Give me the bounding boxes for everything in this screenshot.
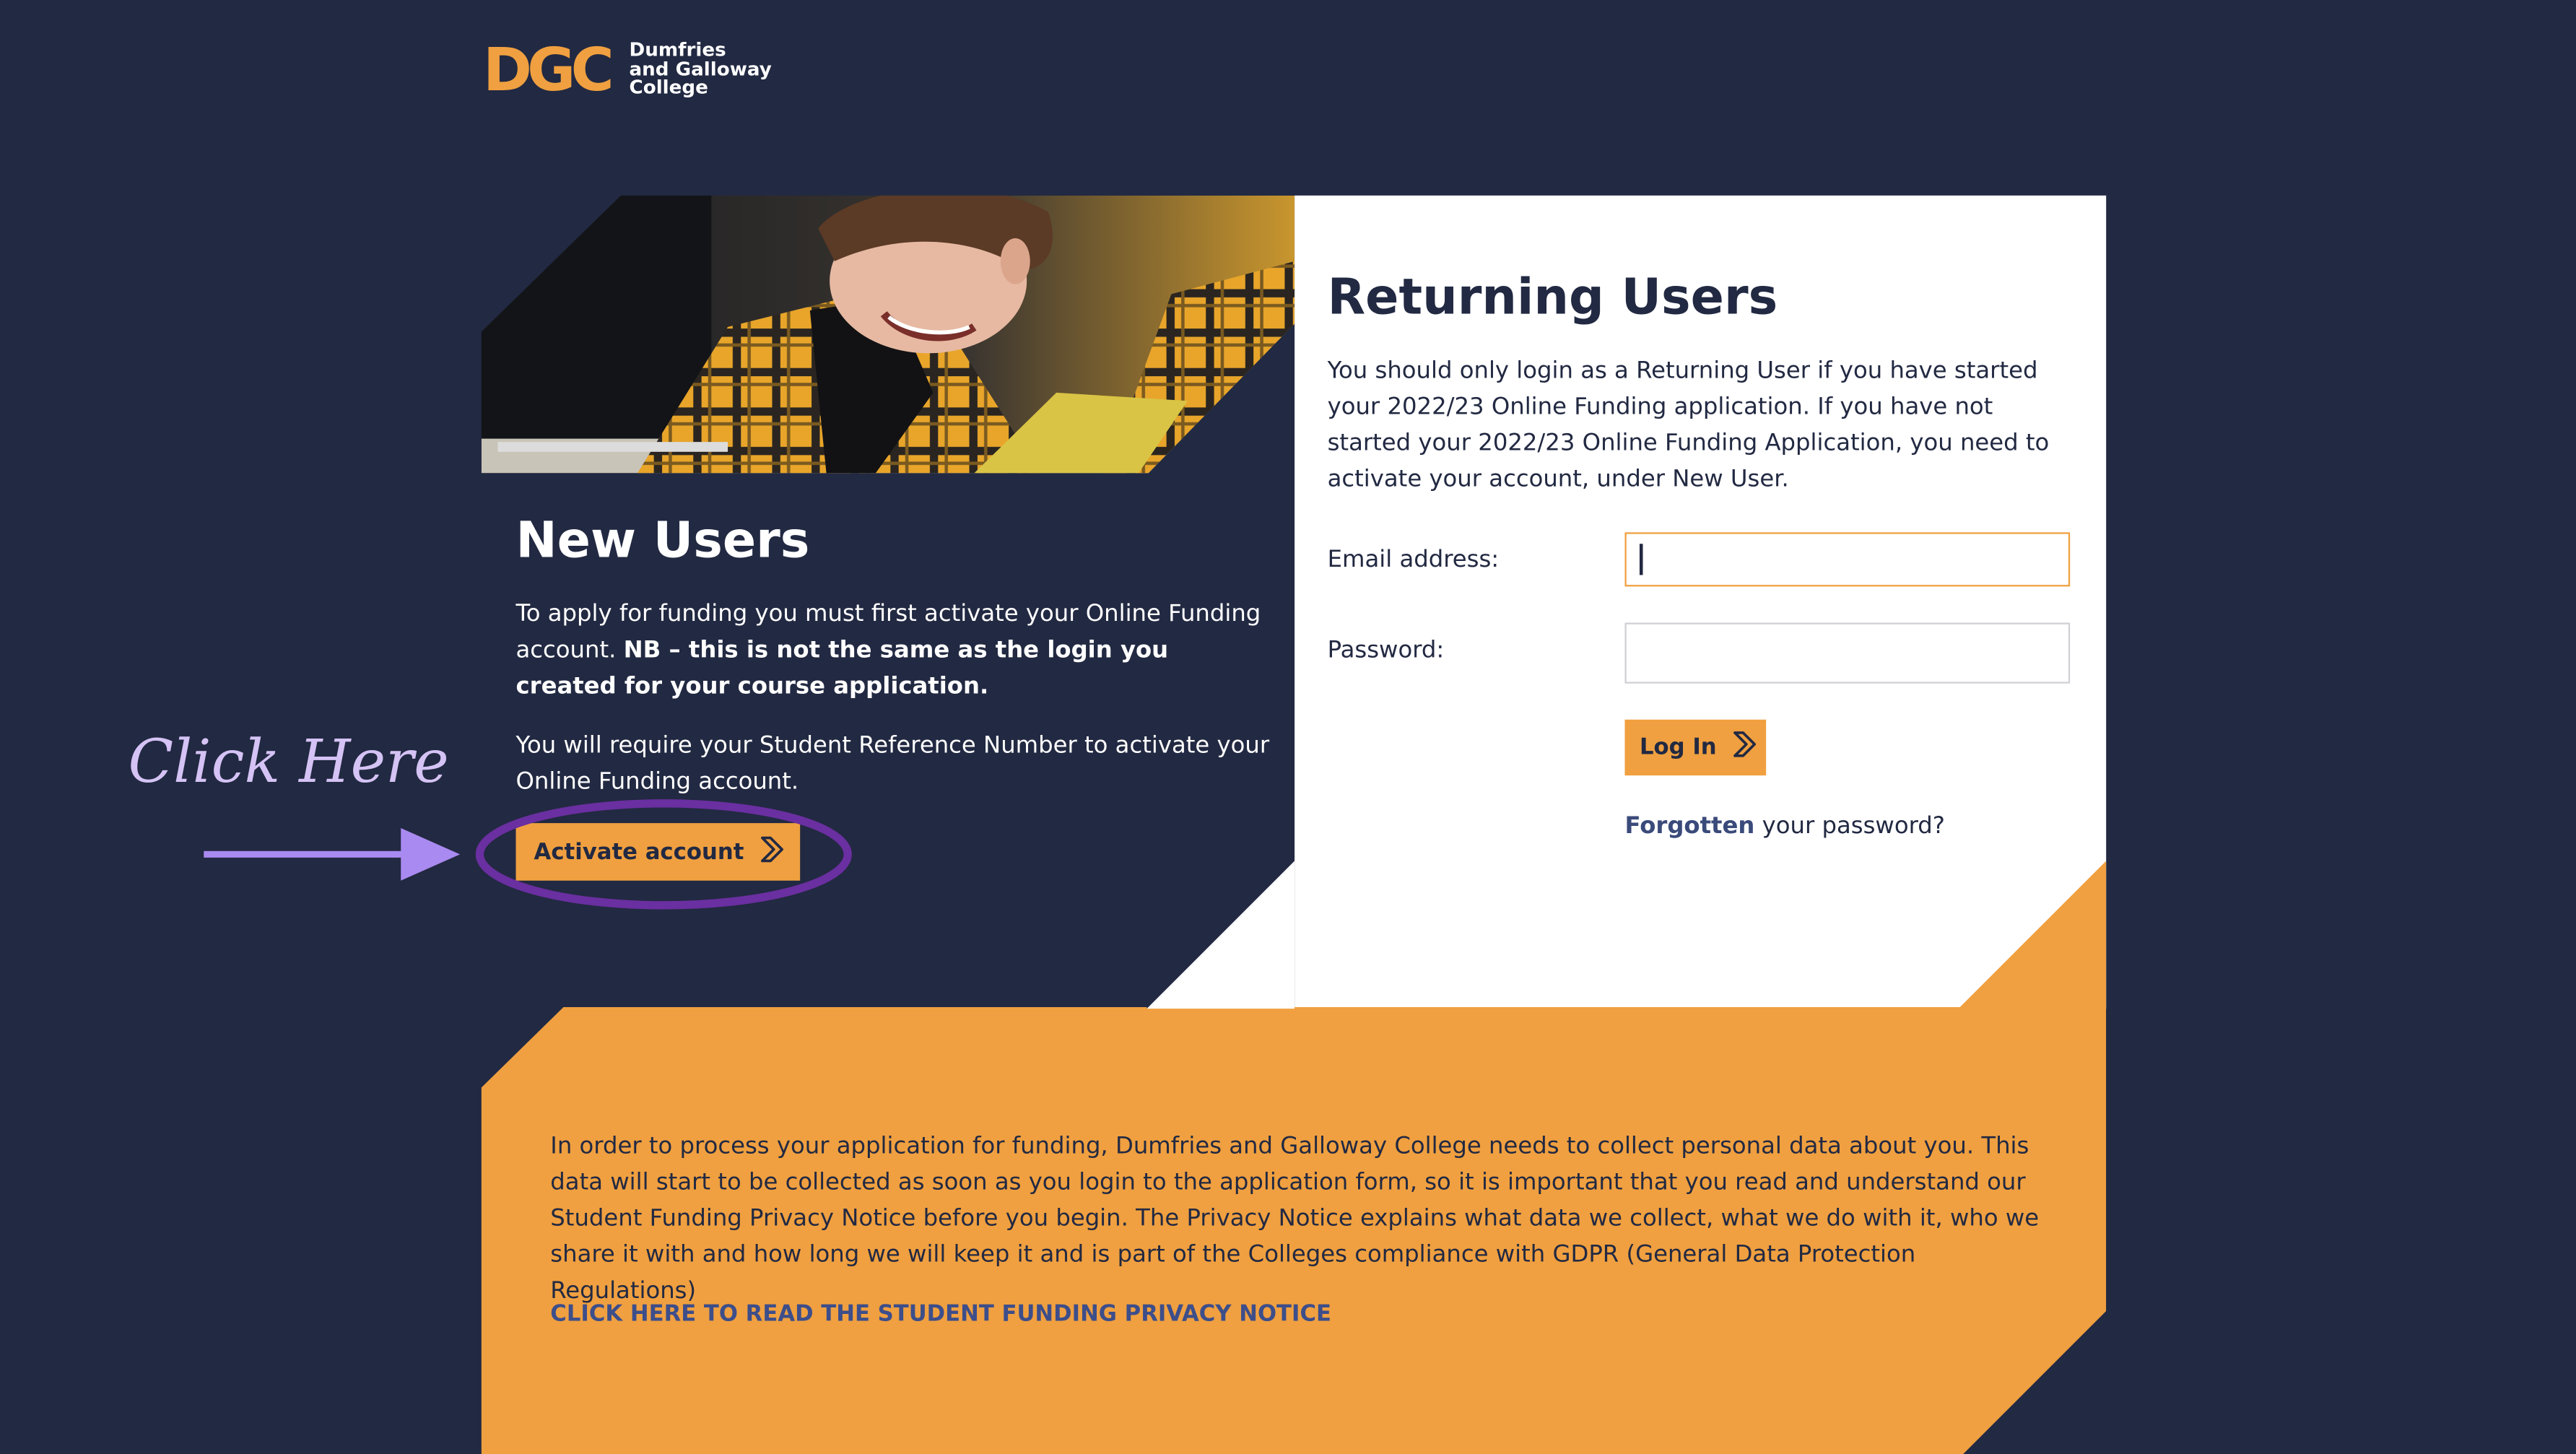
returning-users-description: You should only login as a Returning User if you have started your 2022/23 Online Funding application. If you have not started your 2022/23 Online Funding Application, you need to activate your account, under New User. (1327, 358, 2050, 493)
new-users-title: New Users (515, 513, 810, 570)
text-cursor (1640, 544, 1642, 575)
panel-diagonal-cut (1146, 861, 1294, 1009)
chevron-right-icon (1730, 729, 1759, 765)
logo-mark: DGC (482, 38, 609, 105)
activate-account-label: Activate account (534, 838, 744, 866)
log-in-label: Log In (1639, 734, 1717, 761)
new-users-requirement: You will require your Student Reference Number to activate your Online Funding account. (515, 732, 1270, 796)
logo-line-2: and Galloway (629, 56, 772, 80)
password-label: Password: (1327, 637, 1445, 664)
email-field[interactable] (1624, 532, 2070, 586)
logo-line-1: Dumfries (629, 38, 726, 61)
new-users-intro (516, 596, 1272, 705)
logo-wordmark (629, 38, 772, 99)
log-in-button[interactable] (1624, 720, 1766, 775)
privacy-explanation: In order to process your application for funding, Dumfries and Galloway College needs to collect personal data about you. This data will start to be collected as soon as you login to the application form, so it is important that you read and understand our Student Funding Privacy Notice before you begin. The Privacy Notice explains what data we collect, what we do with it, who we share it with and how long we will keep it and is part of the Colleges compliance with GDPR (General Data Protection Regulations) (550, 1133, 2040, 1305)
forgot-password-line (1624, 810, 1944, 843)
annotation-arrow-icon (204, 827, 466, 882)
annotation-highlight-ellipse (473, 795, 854, 913)
student-hero-image (482, 196, 1294, 474)
logo-line-3: College (629, 75, 708, 99)
new-users-intro-text: To apply for funding you must first activate your Online Funding account. (515, 601, 1261, 664)
college-logo[interactable] (483, 40, 795, 105)
click-here-annotation: Click Here (128, 729, 449, 797)
privacy-notice-link[interactable]: CLICK HERE TO READ THE STUDENT FUNDING PRIVACY NOTICE (550, 1301, 1331, 1328)
email-label: Email address: (1327, 547, 1500, 574)
new-users-intro-note: NB – this is not the same as the login you created for your course application. (515, 637, 1169, 700)
returning-users-title: Returning Users (1327, 269, 1778, 327)
forgotten-password-link[interactable]: Forgotten (1624, 813, 1755, 840)
forgot-password-text: your password? (1754, 813, 1945, 840)
password-field[interactable] (1624, 622, 2070, 683)
